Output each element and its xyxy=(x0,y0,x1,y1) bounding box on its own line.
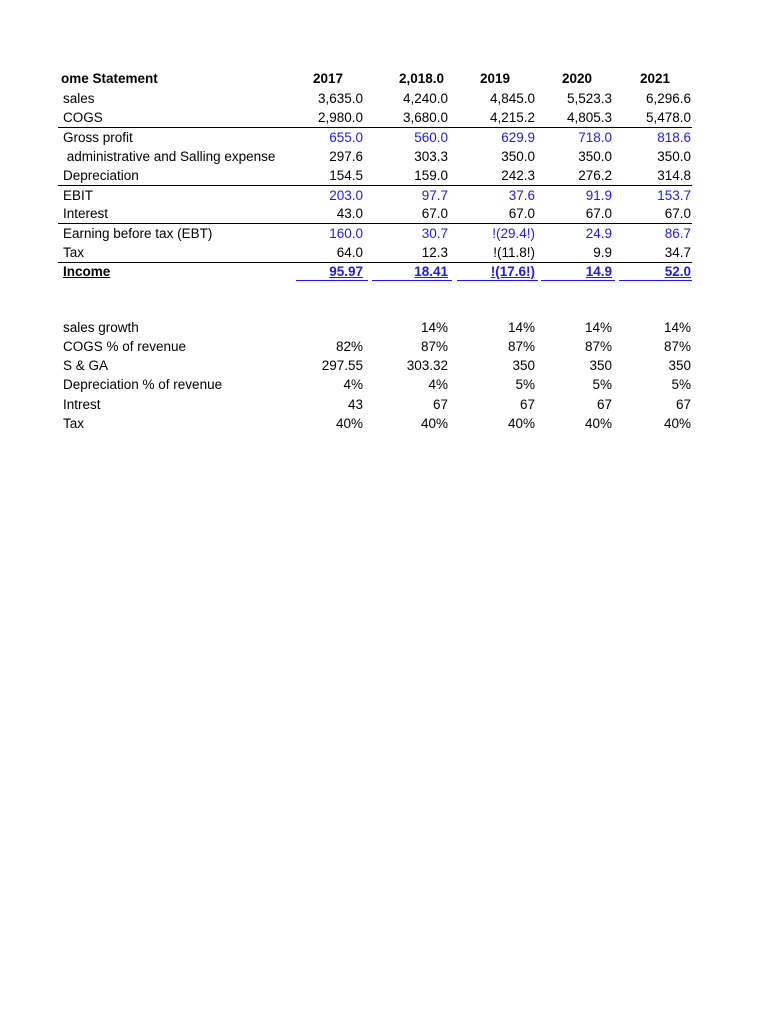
table-row xyxy=(0,89,768,108)
table-row xyxy=(0,186,768,205)
row-label: Gross profit xyxy=(63,130,133,145)
value-cell: 43 xyxy=(347,397,363,412)
value-cell: 86.7 xyxy=(664,226,691,241)
value-cell: 3,680.0 xyxy=(402,110,448,125)
value-cell: 40% xyxy=(584,416,612,431)
value-cell xyxy=(296,318,363,337)
value-cell: 67.0 xyxy=(585,206,612,221)
value-cell: 297.55 xyxy=(321,358,363,373)
value-cell: 37.6 xyxy=(508,188,535,203)
value-cell: 4% xyxy=(343,377,363,392)
value-cell: 153.7 xyxy=(657,188,691,203)
assumption-row xyxy=(0,318,768,337)
row-label: Tax xyxy=(63,416,85,431)
total-underline xyxy=(457,280,538,281)
value-cell: 14% xyxy=(584,320,612,335)
total-underline xyxy=(372,280,452,281)
value-cell: 4,845.0 xyxy=(489,91,535,106)
row-label: sales growth xyxy=(63,320,139,335)
assumption-row xyxy=(0,356,768,375)
value-cell: 276.2 xyxy=(578,168,612,183)
value-cell: 629.9 xyxy=(501,130,535,145)
value-cell: 67 xyxy=(675,397,691,412)
value-cell: 43.0 xyxy=(336,206,363,221)
row-label: COGS % of revenue xyxy=(63,339,187,354)
value-cell: 159.0 xyxy=(414,168,448,183)
value-cell: 350 xyxy=(589,358,612,373)
value-cell: !(17.6!) xyxy=(490,264,535,279)
value-cell: 303.32 xyxy=(406,358,448,373)
value-cell: 5% xyxy=(515,377,535,392)
value-cell: 67 xyxy=(432,397,448,412)
value-cell: 95.97 xyxy=(329,264,363,279)
value-cell: 52.0 xyxy=(664,264,691,279)
value-cell: 242.3 xyxy=(501,168,535,183)
value-cell: 14% xyxy=(663,320,691,335)
value-cell: 303.3 xyxy=(414,149,448,164)
row-label: Intrest xyxy=(63,397,101,412)
value-cell: 2,980.0 xyxy=(317,110,363,125)
total-underline xyxy=(541,280,615,281)
value-cell: 6,296.6 xyxy=(645,91,691,106)
table-row xyxy=(0,224,768,243)
year-header: 2020 xyxy=(562,71,593,86)
value-cell: 82% xyxy=(335,339,363,354)
value-cell: 67.0 xyxy=(664,206,691,221)
row-label: S & GA xyxy=(63,358,109,373)
row-label: Earning before tax (EBT) xyxy=(63,226,213,241)
value-cell: 5% xyxy=(592,377,612,392)
value-cell: 40% xyxy=(507,416,535,431)
value-cell: 655.0 xyxy=(329,130,363,145)
value-cell: 350.0 xyxy=(501,149,535,164)
row-label: Depreciation % of revenue xyxy=(63,377,223,392)
value-cell: 87% xyxy=(663,339,691,354)
assumption-row xyxy=(0,337,768,356)
table-row xyxy=(0,166,768,185)
year-header: 2019 xyxy=(480,71,511,86)
value-cell: 18.41 xyxy=(414,264,448,279)
value-cell: 24.9 xyxy=(585,226,612,241)
table-row xyxy=(0,147,768,166)
value-cell: 67 xyxy=(519,397,535,412)
value-cell: 160.0 xyxy=(329,226,363,241)
value-cell: !(29.4!) xyxy=(492,226,535,241)
value-cell: 4,215.2 xyxy=(489,110,535,125)
value-cell: 5,523.3 xyxy=(566,91,612,106)
value-cell: 87% xyxy=(420,339,448,354)
table-row xyxy=(0,128,768,147)
row-label: sales xyxy=(63,91,95,106)
row-label: Interest xyxy=(63,206,109,221)
statement-title: ome Statement xyxy=(61,71,158,86)
value-cell: 203.0 xyxy=(329,188,363,203)
assumption-row xyxy=(0,414,768,433)
value-cell: 97.7 xyxy=(421,188,448,203)
value-cell: 5% xyxy=(671,377,691,392)
value-cell: 87% xyxy=(584,339,612,354)
year-header: 2017 xyxy=(313,71,344,86)
value-cell: 350 xyxy=(668,358,691,373)
row-label: COGS xyxy=(63,110,103,125)
value-cell: 14.9 xyxy=(585,264,612,279)
value-cell: 818.6 xyxy=(657,130,691,145)
value-cell: 64.0 xyxy=(336,245,363,260)
value-cell: 14% xyxy=(507,320,535,335)
table-row xyxy=(0,108,768,127)
value-cell: 297.6 xyxy=(329,149,363,164)
table-row xyxy=(0,204,768,223)
row-label: administrative and Salling expense xyxy=(63,149,276,164)
value-cell: 4,805.3 xyxy=(566,110,612,125)
value-cell: 4,240.0 xyxy=(402,91,448,106)
value-cell: 30.7 xyxy=(421,226,448,241)
year-header: 2,018.0 xyxy=(399,71,445,86)
value-cell: 40% xyxy=(663,416,691,431)
value-cell: 67.0 xyxy=(421,206,448,221)
value-cell: 314.8 xyxy=(657,168,691,183)
value-cell: 154.5 xyxy=(329,168,363,183)
income-statement-header xyxy=(0,69,768,88)
value-cell: 67 xyxy=(596,397,612,412)
value-cell: 91.9 xyxy=(585,188,612,203)
value-cell: 87% xyxy=(507,339,535,354)
row-label: Tax xyxy=(63,245,85,260)
year-header: 2021 xyxy=(640,71,671,86)
value-cell: !(11.8!) xyxy=(493,245,535,260)
value-cell: 350 xyxy=(512,358,535,373)
value-cell: 5,478.0 xyxy=(645,110,691,125)
assumption-row xyxy=(0,395,768,414)
value-cell: 9.9 xyxy=(593,245,612,260)
value-cell: 14% xyxy=(420,320,448,335)
value-cell: 40% xyxy=(420,416,448,431)
value-cell: 560.0 xyxy=(414,130,448,145)
value-cell: 350.0 xyxy=(578,149,612,164)
table-row xyxy=(0,262,768,281)
assumption-row xyxy=(0,375,768,394)
value-cell: 67.0 xyxy=(508,206,535,221)
row-label: Income xyxy=(63,264,111,279)
value-cell: 3,635.0 xyxy=(317,91,363,106)
row-label: Depreciation xyxy=(63,168,139,183)
table-row xyxy=(0,243,768,262)
value-cell: 40% xyxy=(335,416,363,431)
total-underline xyxy=(619,280,692,281)
value-cell: 34.7 xyxy=(664,245,691,260)
value-cell: 718.0 xyxy=(578,130,612,145)
row-label: EBIT xyxy=(63,188,94,203)
value-cell: 12.3 xyxy=(421,245,448,260)
value-cell: 350.0 xyxy=(657,149,691,164)
value-cell: 4% xyxy=(428,377,448,392)
total-underline xyxy=(296,280,368,281)
